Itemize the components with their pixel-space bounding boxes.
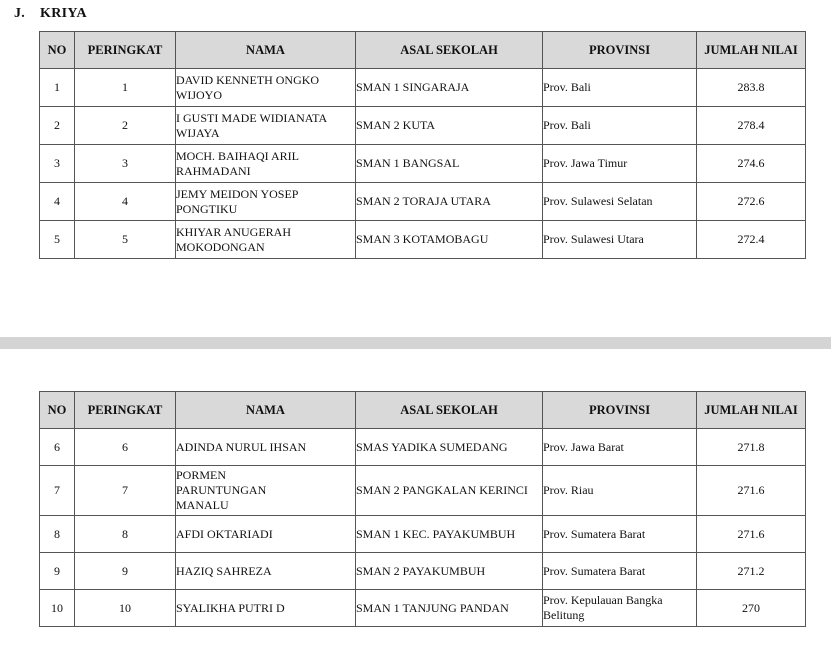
table-row: [40, 466, 806, 516]
section-heading: [14, 6, 87, 22]
cell-nama: KHIYAR ANUGERAH MOKODONGAN: [176, 221, 356, 259]
results-table-2: [39, 391, 806, 627]
cell-nilai: 283.8: [697, 69, 806, 107]
cell-nama: ADINDA NURUL IHSAN: [176, 429, 356, 466]
cell-no: 4: [40, 183, 75, 221]
cell-nama: DAVID KENNETH ONGKO WIJOYO: [176, 69, 356, 107]
table-row: [40, 553, 806, 590]
cell-sekolah: SMAN 1 BANGSAL: [356, 145, 543, 183]
results-table-1: [39, 31, 806, 259]
cell-nilai: 271.2: [697, 553, 806, 590]
cell-no: 7: [40, 466, 75, 516]
cell-sekolah: SMAN 2 KUTA: [356, 107, 543, 145]
header-provinsi: PROVINSI: [543, 392, 697, 429]
table-row: [40, 183, 806, 221]
cell-nilai: 270: [697, 590, 806, 627]
cell-no: 8: [40, 516, 75, 553]
cell-provinsi: Prov. Bali: [543, 69, 697, 107]
cell-sekolah: SMAN 1 KEC. PAYAKUMBUH: [356, 516, 543, 553]
cell-sekolah: SMAN 2 PANGKALAN KERINCI: [356, 466, 543, 516]
cell-nilai: 278.4: [697, 107, 806, 145]
table-header-row: [40, 32, 806, 69]
cell-nilai: 274.6: [697, 145, 806, 183]
cell-nilai: 272.4: [697, 221, 806, 259]
cell-peringkat: 10: [75, 590, 176, 627]
section-title: KRIYA: [40, 6, 87, 21]
cell-peringkat: 2: [75, 107, 176, 145]
header-nama: NAMA: [176, 32, 356, 69]
cell-peringkat: 3: [75, 145, 176, 183]
cell-provinsi: Prov. Bali: [543, 107, 697, 145]
cell-sekolah: SMAN 1 TANJUNG PANDAN: [356, 590, 543, 627]
cell-provinsi: Prov. Sumatera Barat: [543, 516, 697, 553]
header-nama: NAMA: [176, 392, 356, 429]
header-jumlah-nilai: JUMLAH NILAI: [697, 32, 806, 69]
cell-no: 6: [40, 429, 75, 466]
cell-nilai: 271.8: [697, 429, 806, 466]
header-asal-sekolah: ASAL SEKOLAH: [356, 32, 543, 69]
cell-nama: MOCH. BAIHAQI ARIL RAHMADANI: [176, 145, 356, 183]
table-row: [40, 69, 806, 107]
header-peringkat: PERINGKAT: [75, 392, 176, 429]
cell-nilai: 272.6: [697, 183, 806, 221]
cell-nama: PORMEN PARUNTUNGAN MANALU: [176, 466, 356, 516]
header-peringkat: PERINGKAT: [75, 32, 176, 69]
cell-sekolah: SMAN 1 SINGARAJA: [356, 69, 543, 107]
header-no: NO: [40, 392, 75, 429]
cell-nilai: 271.6: [697, 516, 806, 553]
cell-sekolah: SMAN 2 PAYAKUMBUH: [356, 553, 543, 590]
cell-nama: I GUSTI MADE WIDIANATA WIJAYA: [176, 107, 356, 145]
cell-sekolah: SMAN 2 TORAJA UTARA: [356, 183, 543, 221]
header-no: NO: [40, 32, 75, 69]
cell-sekolah: SMAS YADIKA SUMEDANG: [356, 429, 543, 466]
cell-no: 9: [40, 553, 75, 590]
table-row: [40, 429, 806, 466]
cell-nama: JEMY MEIDON YOSEP PONGTIKU: [176, 183, 356, 221]
cell-nama: AFDI OKTARIADI: [176, 516, 356, 553]
cell-provinsi: Prov. Riau: [543, 466, 697, 516]
table-header-row: [40, 392, 806, 429]
table-row: [40, 107, 806, 145]
table-row: [40, 221, 806, 259]
cell-peringkat: 8: [75, 516, 176, 553]
header-provinsi: PROVINSI: [543, 32, 697, 69]
cell-provinsi: Prov. Sulawesi Utara: [543, 221, 697, 259]
cell-provinsi: Prov. Sulawesi Selatan: [543, 183, 697, 221]
table-row: [40, 590, 806, 627]
header-jumlah-nilai: JUMLAH NILAI: [697, 392, 806, 429]
section-letter: J.: [14, 6, 26, 21]
page-separator: [0, 337, 831, 349]
table-row: [40, 516, 806, 553]
cell-provinsi: Prov. Jawa Timur: [543, 145, 697, 183]
cell-peringkat: 7: [75, 466, 176, 516]
cell-nilai: 271.6: [697, 466, 806, 516]
cell-provinsi: Prov. Jawa Barat: [543, 429, 697, 466]
table-row: [40, 145, 806, 183]
cell-provinsi: Prov. Sumatera Barat: [543, 553, 697, 590]
cell-peringkat: 5: [75, 221, 176, 259]
cell-nama: SYALIKHA PUTRI D: [176, 590, 356, 627]
cell-no: 2: [40, 107, 75, 145]
cell-sekolah: SMAN 3 KOTAMOBAGU: [356, 221, 543, 259]
cell-peringkat: 9: [75, 553, 176, 590]
cell-peringkat: 1: [75, 69, 176, 107]
cell-nama: HAZIQ SAHREZA: [176, 553, 356, 590]
cell-no: 10: [40, 590, 75, 627]
cell-provinsi: Prov. Kepulauan Bangka Belitung: [543, 590, 697, 627]
cell-no: 5: [40, 221, 75, 259]
header-asal-sekolah: ASAL SEKOLAH: [356, 392, 543, 429]
cell-peringkat: 4: [75, 183, 176, 221]
cell-no: 3: [40, 145, 75, 183]
cell-peringkat: 6: [75, 429, 176, 466]
cell-no: 1: [40, 69, 75, 107]
